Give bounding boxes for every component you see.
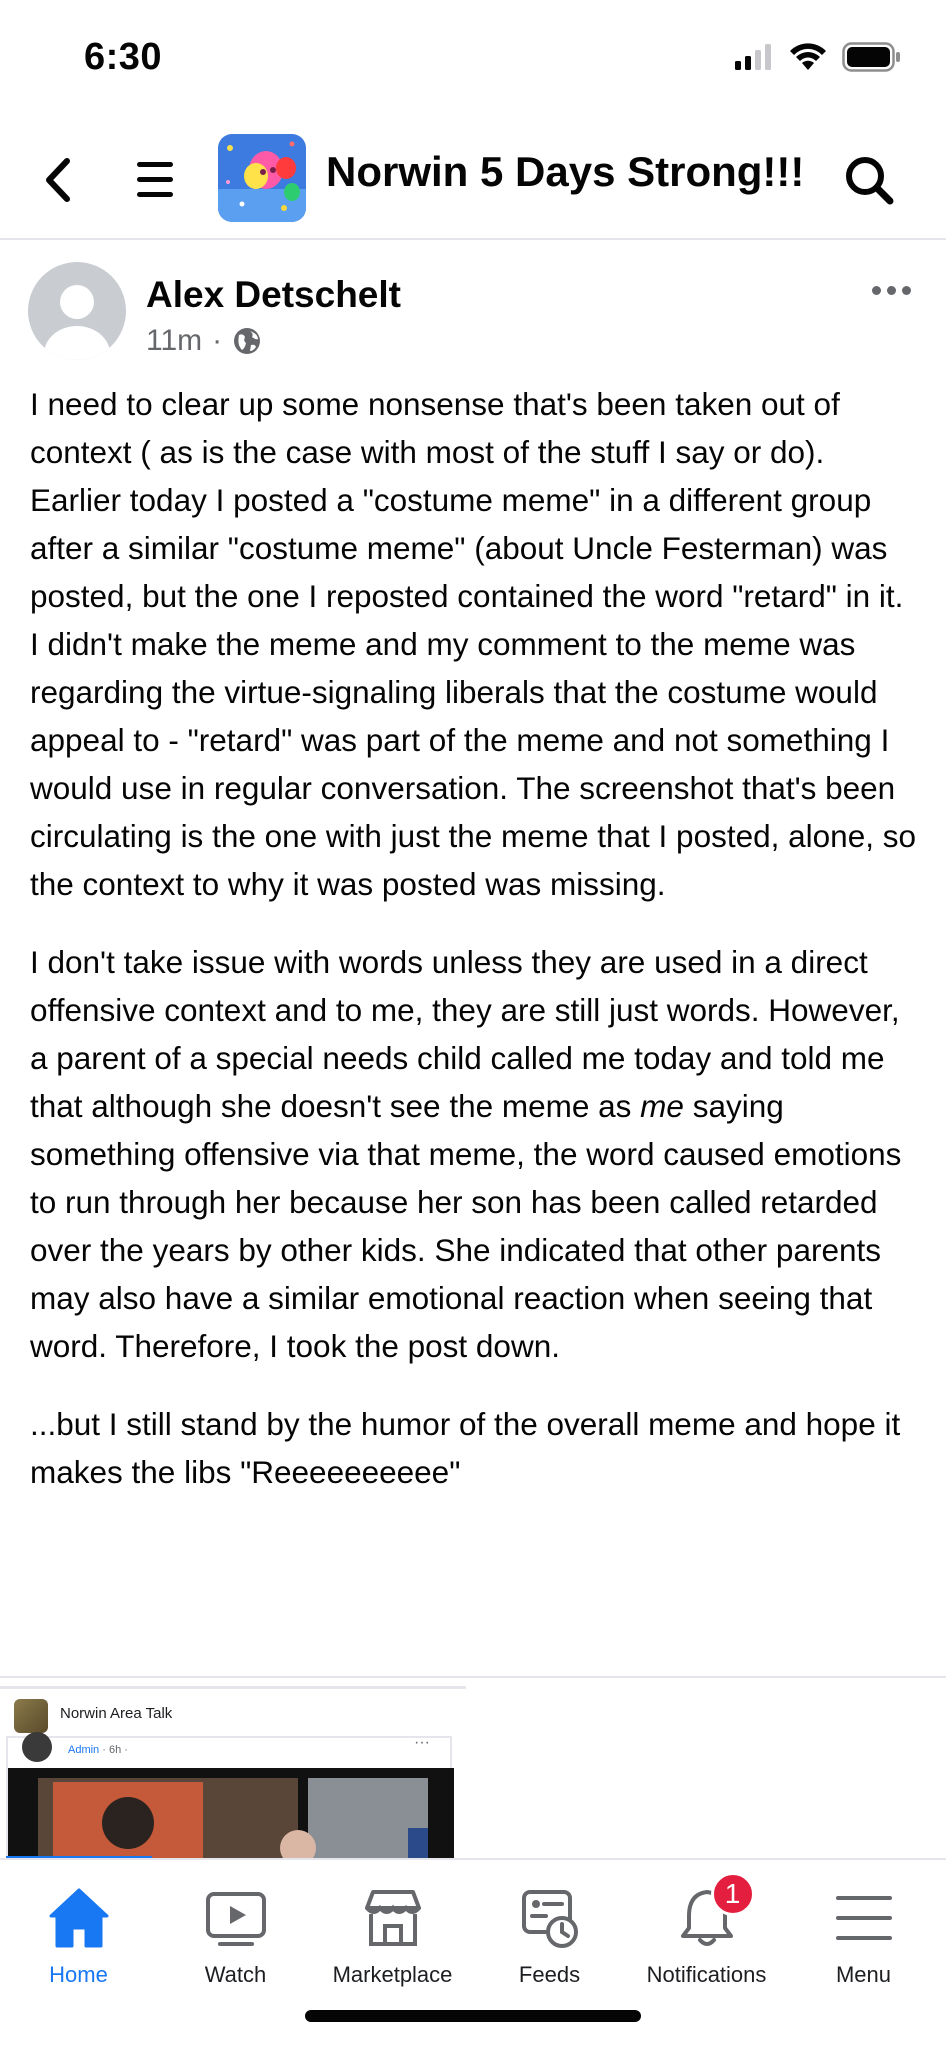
nav-feeds[interactable] [471,1860,628,1990]
battery-icon [842,42,902,72]
shared-post-preview[interactable] [0,1686,466,1860]
group-header [0,120,946,240]
shared-time: · 6h · [102,1744,128,1756]
post-body [30,380,920,1526]
shared-group-name: Norwin Area Talk [60,1705,173,1722]
shared-post-meta [68,1744,128,1756]
group-avatar[interactable] [218,134,306,222]
cellular-signal-icon [734,43,774,71]
bell-icon [675,1878,741,1950]
watch-video-icon [204,1886,268,1950]
post-meta [146,324,262,358]
post-header [0,262,946,372]
nav-notifications[interactable] [628,1860,785,1990]
more-dot [872,286,881,295]
globe-icon [232,326,262,356]
balloons-image [218,134,306,222]
more-dot [902,286,911,295]
back-chevron-icon [41,157,75,203]
search-icon [843,154,895,206]
post-paragraph-1: I need to clear up some nonsense that's been taken out of context ( as is the case with most of the stuff I say or do). Earlier today I posted a "costume meme" in a different group after a similar "costume meme" (about Uncle Festerman) was posted, but the one I reposted contained the word "retard" in it. I didn't make the meme and my comment to the meme was regarding the virtue-signaling liberals that the costume would appeal to - "retard" was part of the meme and not something I would use in regular conversation. The screenshot that's been circulating is the one with just the meme that I posted, alone, so the context to why it was posted was missing. [30,386,916,902]
nav-marketplace[interactable] [314,1860,471,1990]
post-divider [0,1676,946,1678]
more-dot [887,286,896,295]
paragraph-2-text-end: saying something offensive via that meme, the word caused emotions to run through her because her son has been called retarded over the years by other kids. She indicated that other parents may also have a similar emotional reaction when seeing that word. Therefore, I took the post down. [30,1088,902,1364]
wifi-icon [788,42,828,72]
paragraph-2-text: I don't take issue with words unless they are used in a direct offensive context and to me, they are still just words. However, a parent of a special needs child called me today and told me that although she doesn't see the meme as [30,944,900,1124]
nav-home-label: Home [49,1962,108,1987]
shared-more-dots: ··· [414,1734,430,1751]
nav-feeds-label: Feeds [518,1962,581,1987]
admin-label: Admin [68,1744,100,1756]
post-more-button[interactable] [866,270,916,310]
status-icons [734,42,902,72]
group-menu-button[interactable] [122,145,188,215]
nav-notifications-label: Notifications [646,1962,767,1987]
menu-lines-icon [832,1886,896,1950]
home-icon [47,1886,111,1950]
nav-watch[interactable] [157,1860,314,1990]
meta-separator: · [212,324,223,357]
shared-group-icon [14,1699,48,1733]
post-time[interactable]: 11m [146,324,203,357]
shared-author-avatar [22,1732,52,1762]
back-button[interactable] [30,145,86,215]
post-paragraph-3: ...but I still stand by the humor of the overall meme and hope it makes the libs "Reeeeeeeeee" [30,1406,901,1490]
shared-video-thumbnail [8,1768,454,1860]
search-button[interactable] [836,145,902,215]
feeds-clock-icon [518,1886,582,1950]
marketplace-shop-icon [361,1886,425,1950]
shared-post-card [6,1736,452,1860]
group-title[interactable]: Norwin 5 Days Strong!!! [326,148,805,195]
default-profile-icon [28,262,126,360]
video-frame-image [8,1768,454,1860]
paragraph-2-italic: me [640,1088,684,1124]
nav-menu[interactable] [785,1860,942,1990]
nav-watch-label: Watch [204,1962,267,1987]
hamburger-menu-icon [135,159,175,201]
status-bar [0,0,946,120]
notification-count-badge: 1 [711,1872,755,1916]
nav-home[interactable] [0,1860,157,1990]
nav-menu-label: Menu [835,1962,892,1987]
author-name[interactable]: Alex Detschelt [146,274,401,315]
author-avatar[interactable] [28,262,126,360]
nav-marketplace-label: Marketplace [332,1962,453,1987]
status-time: 6:30 [84,36,163,78]
shared-post-header [0,1686,466,1734]
post-paragraph-2 [30,938,920,1370]
home-indicator[interactable] [305,2010,641,2022]
